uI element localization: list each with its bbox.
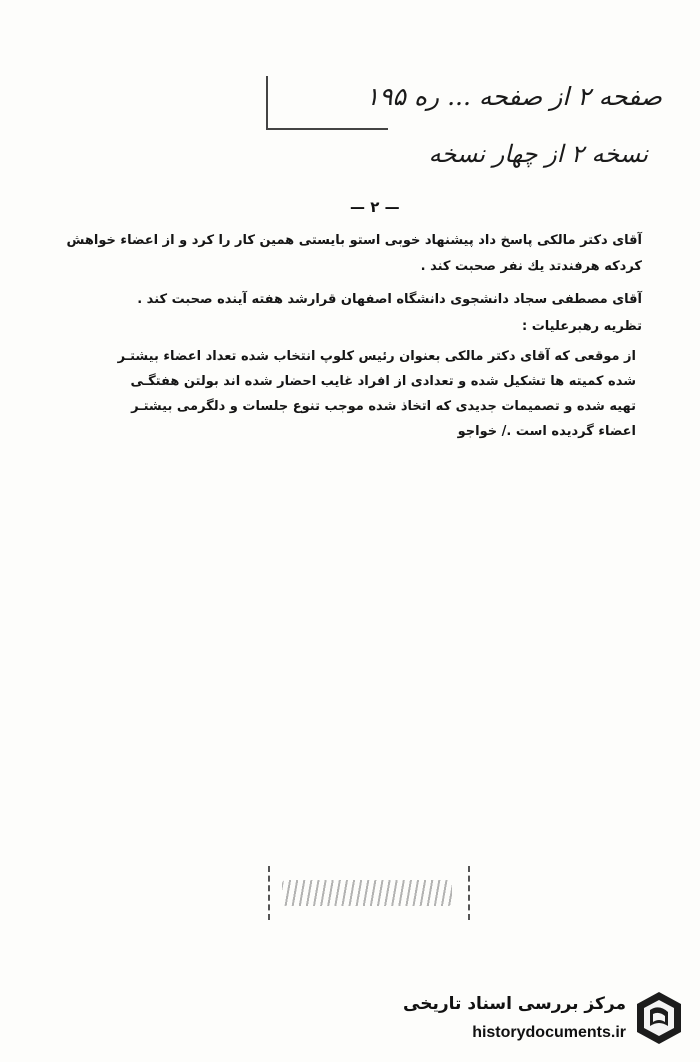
archive-stamp — [268, 866, 470, 920]
text-line: کردکه هرفندتد یك نفر صحبت کند . — [420, 259, 642, 274]
paragraph-next-speaker — [42, 287, 642, 313]
stamp-scribble — [282, 880, 452, 906]
handwritten-page-note: صفحه ۲ از صفحه ... ره ۱۹۵ — [365, 82, 662, 111]
paragraph-maleki-reply — [42, 228, 642, 280]
text-line: تهیه شده و تصمیمات جدیدی که اتخاذ شده موجب تنوع جلسات و دلگرمی بیشتـر — [131, 399, 636, 414]
text-line: شده کمیته ها تشکیل شده و تعدادی از افراد غایب احضار شده اند بولتن هفتگـی — [130, 374, 636, 389]
page-number: — ۲ — — [350, 198, 400, 216]
text-line: از موقعی که آقای دکتر مالکی بعنوان رئیس کلوپ انتخاب شده تعداد اعضاء بیشتـر — [117, 349, 636, 364]
archive-logo-icon — [634, 990, 684, 1046]
archive-center-title: مرکز بررسی اسناد تاریخی — [403, 994, 626, 1014]
text-line: آقای دکتر مالکی پاسخ داد پیشنهاد خوبی استو بایستی همین کار را کرد و از اعضاء خواهش — [66, 233, 642, 248]
archive-website: historydocuments.ir — [472, 1024, 626, 1041]
watermark-footer — [400, 986, 690, 1054]
text-line: تظریه رهبرعلیات : — [522, 319, 642, 334]
paragraph-operations-opinion — [76, 344, 636, 444]
text-line: آقای مصطفی سجاد دانشجوی دانشگاه اصفهان قرارشد هفته آینده صحبت کند . — [137, 292, 642, 307]
handwritten-copy-note: نسخه ۲ از چهار نسخه — [428, 140, 648, 168]
text-line: اعضاء گردیده است ./ خواجو — [457, 424, 636, 439]
section-heading — [42, 314, 642, 340]
